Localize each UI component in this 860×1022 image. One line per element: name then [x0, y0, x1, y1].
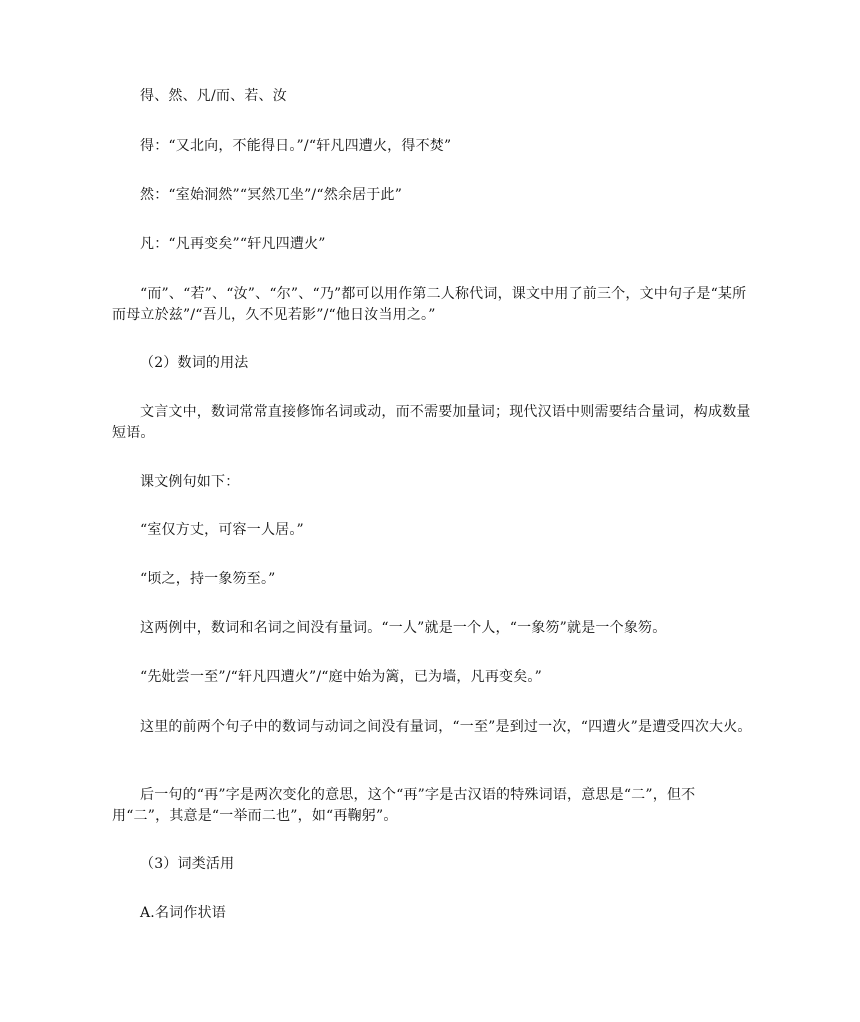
quote-example-2: “顷之，持一象笏至。”	[140, 571, 276, 587]
quote-example-1: “室仅方丈，可容一人居。”	[140, 522, 304, 538]
section-heading-numerals: （2）数词的用法	[140, 355, 249, 371]
paragraph-fan-examples: 凡：“凡再变矣”“轩凡四遭火”	[140, 236, 326, 252]
section-heading-word-class: （3）词类活用	[140, 856, 235, 872]
paragraph-examples-intro: 课文例句如下：	[140, 474, 240, 490]
paragraph-word-list: 得、然、凡/而、若、汝	[140, 88, 287, 104]
paragraph-zai-explanation: 后一句的“再”字是两次变化的意思，这个“再”字是古汉语的特殊词语，意思是“二”，但不用“二”，其意是“一举而二也”，如“再鞠躬”。	[112, 787, 696, 824]
paragraph-example-explanation: 这两例中，数词和名词之间没有量词。“一人”就是一个人，“一象笏”就是一个象笏。	[140, 620, 667, 636]
paragraph-second-person-pronouns: “而”、“若”、“汝”、“尔”、“乃”都可以用作第二人称代词，课文中用了前三个，文中句子是“某所而母立於兹”/“吾儿，久不见若影”/“他日汝当用之。”	[112, 286, 747, 323]
quote-example-3: “先妣尝一至”/“轩凡四遭火”/“庭中始为篱，已为墙，凡再变矣。”	[140, 669, 542, 685]
paragraph-verb-numeral-explanation: 这里的前两个句子中的数词与动词之间没有量词，“一至”是到过一次，“四遭火”是遭受四次大火。	[140, 719, 752, 735]
subsection-heading-noun-adverbial: A.名词作状语	[140, 905, 226, 921]
paragraph-ran-examples: 然：“室始洞然”“冥然兀坐”/“然余居于此”	[140, 187, 403, 203]
paragraph-numeral-usage: 文言文中，数词常常直接修饰名词或动，而不需要加量词；现代汉语中则需要结合量词，构成数量短语。	[112, 404, 751, 441]
paragraph-de-examples: 得：“又北向，不能得日。”/“轩凡四遭火，得不焚”	[140, 138, 452, 154]
